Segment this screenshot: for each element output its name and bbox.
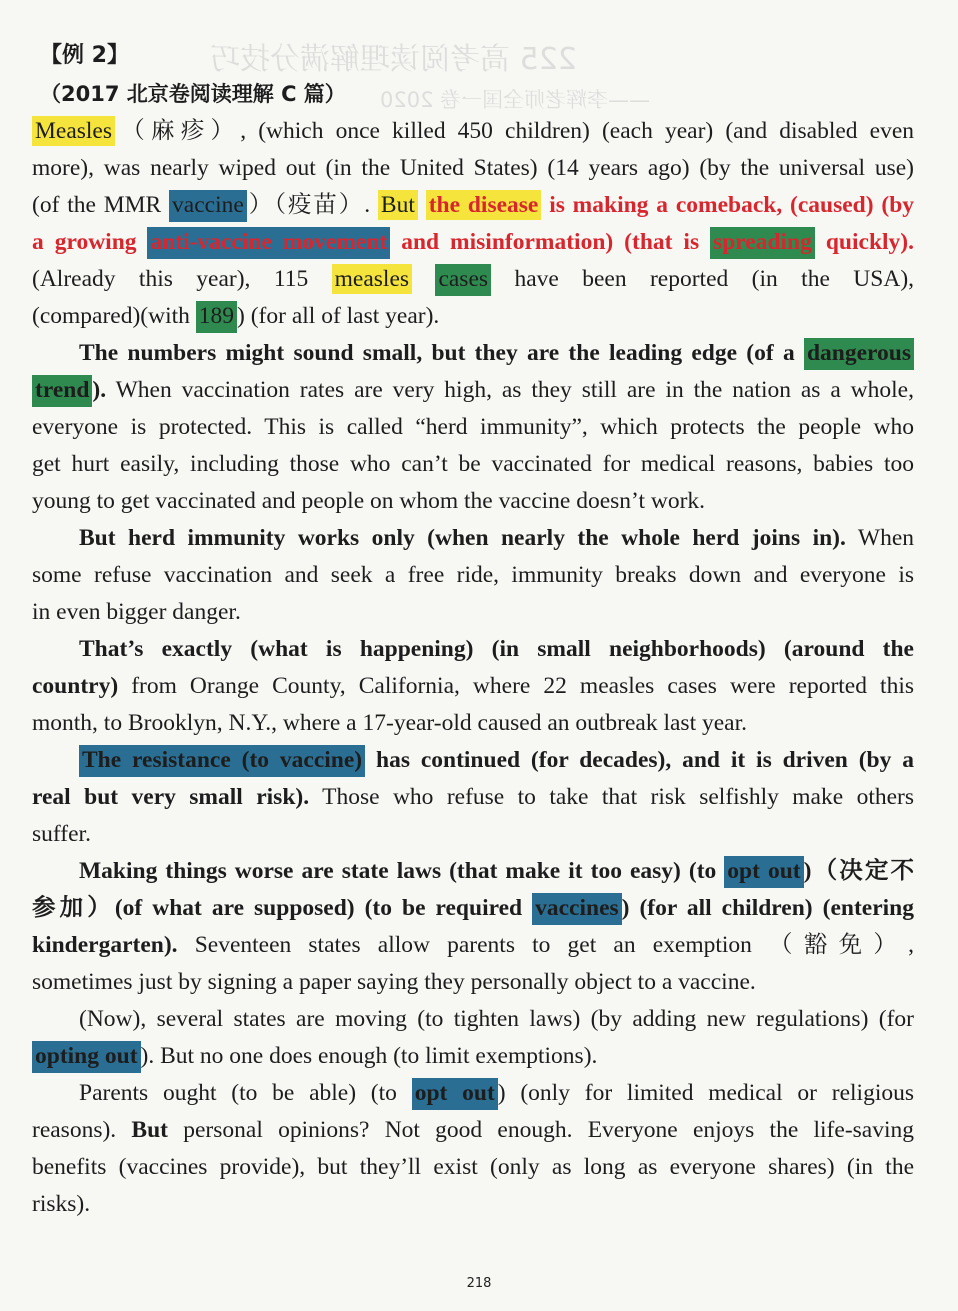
text-segment: ）（疫苗）.	[246, 192, 378, 218]
text-segment: from Orange County, California, where 22 measles cases were reported this	[118, 673, 914, 699]
text-segment: some refuse vaccination and seek a free ride, immunity breaks down and everyone is	[32, 562, 914, 588]
text-line	[32, 523, 914, 557]
bleed-through-text: ——李辉老师全国一卷 2020	[380, 88, 651, 112]
text-segment: When	[845, 525, 914, 551]
text-segment: real but very small risk).	[32, 784, 310, 810]
text-segment: (compared)(with	[32, 303, 196, 329]
text-line	[32, 560, 914, 594]
text-line	[32, 1041, 914, 1075]
text-segment: risks).	[32, 1191, 91, 1217]
text-line	[32, 338, 914, 372]
text-segment: （麻疹）, (which once killed 450 children) (each year) (and disabled even	[115, 118, 914, 144]
text-segment: Parents ought (to be able) (to	[32, 1080, 412, 1106]
text-line	[32, 930, 914, 964]
highlight-green: trend	[32, 375, 92, 407]
text-segment: ) (for all children) (entering	[621, 895, 914, 921]
highlight-yellow: the disease	[426, 190, 542, 220]
text-segment: Making things worse are state laws (that make it too easy) (to	[32, 858, 725, 884]
text-segment: The numbers might sound small, but they are the leading edge (of a	[32, 340, 804, 366]
page-number: 218	[466, 1276, 492, 1291]
text-line	[32, 819, 914, 853]
text-line	[32, 153, 914, 187]
text-segment: When vaccination rates are very high, as they still are in the nation as a whole,	[106, 377, 914, 403]
text-segment: ) (only for limited medical or religious	[497, 1080, 914, 1106]
highlight-blue: vaccines	[532, 893, 622, 925]
text-segment: But herd immunity works only (when nearly the whole herd joins in).	[32, 525, 846, 551]
text-line	[32, 634, 914, 668]
text-segment: Those who refuse to take that risk selfishly make others	[309, 784, 914, 810]
text-line	[32, 486, 914, 520]
text-segment	[412, 266, 435, 292]
text-segment: (Already this year), 115	[32, 266, 332, 292]
text-line	[32, 190, 914, 224]
highlight-blue: opting out	[32, 1041, 141, 1073]
text-segment: quickly).	[814, 229, 914, 255]
text-segment: country)	[32, 673, 119, 699]
text-line	[32, 1004, 914, 1038]
text-line	[32, 449, 914, 483]
text-segment: But	[131, 1117, 168, 1143]
text-line	[32, 782, 914, 816]
text-segment: a growing	[32, 229, 148, 255]
text-line	[32, 708, 914, 742]
text-segment: ). But no one does enough (to limit exemptions).	[140, 1043, 598, 1069]
text-segment: kindergarten).	[32, 932, 178, 958]
text-segment: suffer.	[32, 821, 91, 847]
text-segment: (of the MMR	[32, 192, 170, 218]
highlight-green: dangerous	[804, 338, 914, 370]
text-segment: That’s exactly (what is happening) (in small neighborhoods) (around the	[32, 636, 914, 662]
text-segment: Seventeen states allow parents to get an exemption （豁免）,	[177, 932, 914, 958]
text-segment: month, to Brooklyn, N.Y., where a 17-year-old caused an outbreak last year.	[32, 710, 747, 736]
text-line	[32, 893, 914, 927]
highlight-blue: opt out	[724, 856, 803, 888]
highlight-green: 189	[196, 301, 237, 333]
highlight-green: cases	[435, 264, 491, 296]
text-segment: ).	[92, 377, 107, 403]
text-line	[32, 671, 914, 705]
text-segment: have been reported (in the USA),	[491, 266, 914, 292]
text-line	[32, 375, 914, 409]
text-segment: get hurt easily, including those who can’t be vaccinated for medical reasons, babies too	[32, 451, 914, 477]
text-segment: personal opinions? Not good enough. Everyone enjoys the life-saving	[168, 1117, 914, 1143]
text-line	[32, 301, 914, 335]
highlight-blue: The resistance (to vaccine)	[79, 745, 365, 777]
text-segment: reasons).	[32, 1117, 132, 1143]
text-line	[32, 1152, 914, 1186]
text-line	[32, 597, 914, 631]
text-segment: in even bigger danger.	[32, 599, 241, 625]
text-segment: ) (for all of last year).	[237, 303, 440, 329]
text-line	[32, 264, 914, 298]
bleed-through-text: 225 高考阅读理解满分技巧	[210, 42, 577, 77]
text-segment	[32, 747, 79, 773]
highlight-blue: anti-vaccine movement	[147, 227, 390, 259]
text-segment: and misinformation) (that is	[390, 229, 711, 255]
text-line	[32, 967, 914, 1001]
highlight-green: spreading	[710, 227, 815, 259]
text-line	[32, 856, 914, 890]
highlight-blue: opt out	[412, 1078, 498, 1110]
text-line	[32, 1189, 914, 1223]
highlight-yellow: But	[378, 190, 418, 220]
example-label: 【例 2】	[40, 43, 129, 68]
text-segment	[418, 192, 426, 218]
text-segment: (Now), several states are moving (to tighten laws) (by adding new regulations) (for	[32, 1006, 914, 1032]
text-segment: sometimes just by signing a paper saying they personally object to a vaccine.	[32, 969, 756, 995]
text-line	[32, 1078, 914, 1112]
text-segment: is making a comeback, (caused) (by	[541, 192, 914, 218]
text-segment: has continued (for decades), and it is driven (by a	[365, 747, 914, 773]
text-line	[32, 412, 914, 446]
source-title: （2017 北京卷阅读理解 C 篇）	[40, 82, 346, 106]
text-segment: everyone is protected. This is called “herd immunity”, which protects the people who	[32, 414, 914, 440]
text-line	[32, 116, 914, 150]
text-line	[32, 745, 914, 779]
highlight-yellow: Measles	[32, 116, 115, 146]
text-segment: benefits (vaccines provide), but they’ll exist (only as long as everyone shares) (in the	[32, 1154, 914, 1180]
text-line	[32, 1115, 914, 1149]
text-segment: )（决定不	[803, 858, 914, 884]
text-segment: 参加）(of what are supposed) (to be required	[32, 895, 533, 921]
text-segment: more), was nearly wiped out (in the United States) (14 years ago) (by the universal use)	[32, 155, 914, 181]
highlight-blue: vaccine	[169, 190, 247, 222]
highlight-yellow: measles	[332, 264, 412, 294]
text-line	[32, 227, 914, 261]
text-segment: young to get vaccinated and people on whom the vaccine doesn’t work.	[32, 488, 706, 514]
